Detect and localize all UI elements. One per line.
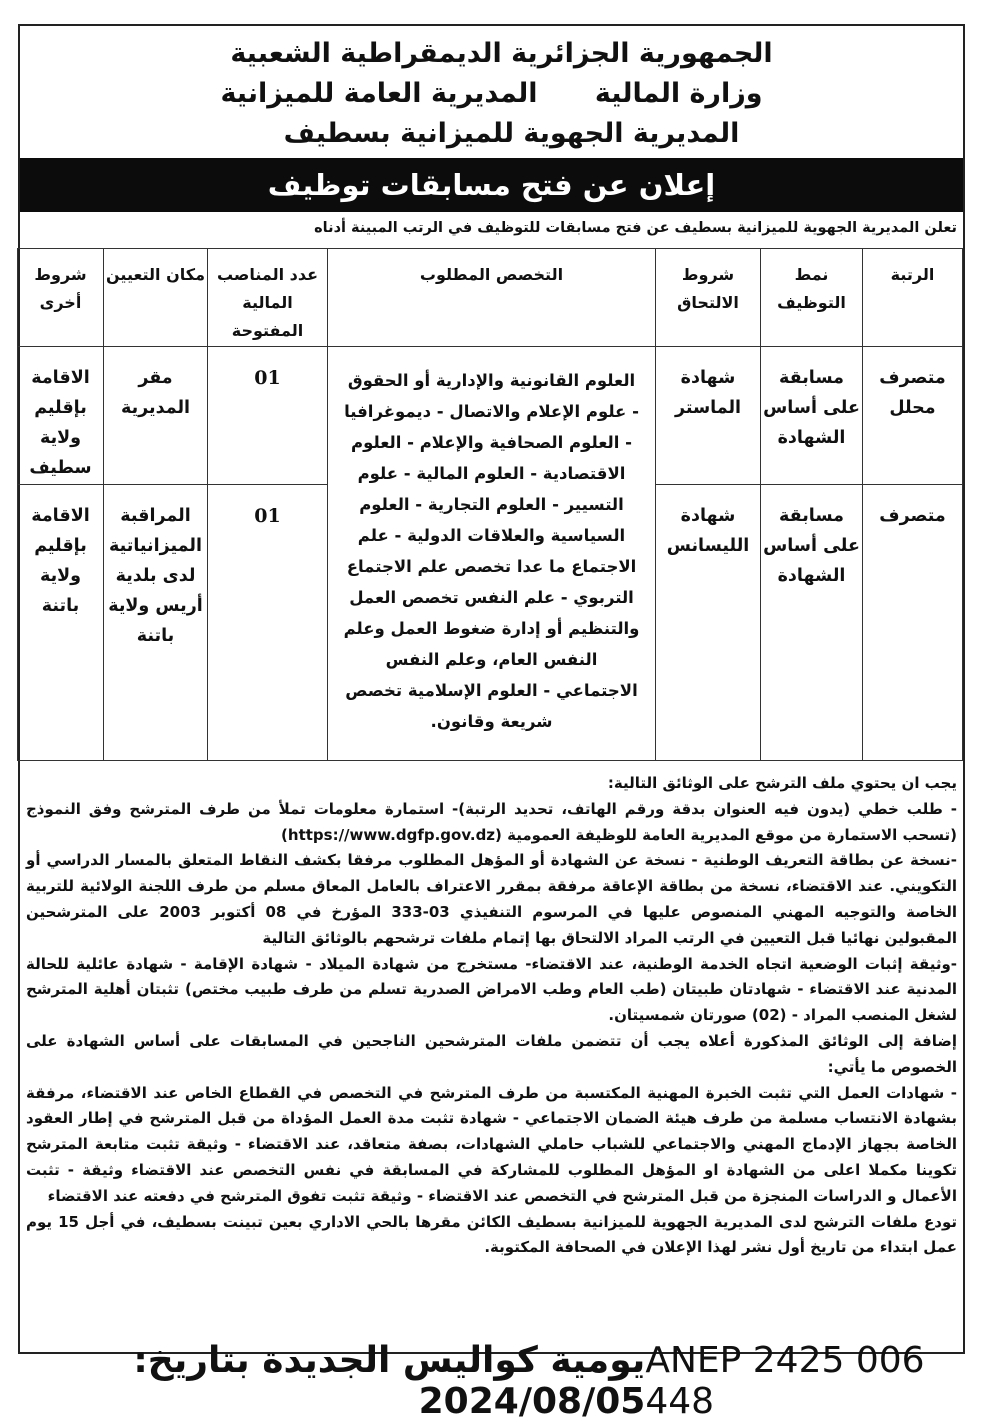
cell-location: مقر المديرية: [104, 347, 208, 485]
paragraph: يجب ان يحتوي ملف الترشح على الوثائق التالية:: [607, 774, 957, 792]
header-mode: نمط التوظيف: [761, 249, 863, 347]
announcement-frame: [18, 24, 965, 1354]
cell-mode: مسابقة على أساس الشهادة: [761, 347, 863, 485]
republic-title: الجمهورية الجزائرية الديمقراطية الشعبية: [230, 38, 773, 69]
paragraph: إضافة إلى الوثائق المذكورة أعلاه يجب أن تتضمن ملفات المترشحين الناجحين في المسابقات على أساس الشهادة على الخصوص ما يأتي:: [26, 1031, 957, 1076]
footer: [18, 1340, 965, 1422]
header-positions: عدد المناصب المالية المفتوحة: [208, 249, 328, 347]
requirements-text: [20, 761, 963, 1261]
ministry-line: [20, 74, 963, 114]
positions-table: [17, 248, 963, 761]
paragraph: -وثيقة إثبات الوضعية اتجاه الخدمة الوطنية، عند الاقتضاء- مستخرج من شهادة الميلاد - شهادة الإقامة - شهادة عائلية للحالة المدنية عند الاقتضاء - شهادتان طبيتان (طب العام وطب الامراض الصدرية تسلم من طرف طبيب مختص) تثبتان أهلية المترشح لشغل المنصب المراد - (02) صورتان شمسيتان.: [26, 954, 957, 1025]
intro-text: تعلن المديرية الجهوية للميزانية بسطيف عن فتح مسابقات للتوظيف في الرتب المبينة أدناه: [314, 220, 957, 236]
cell-conditions: شهادة الماستر: [656, 347, 761, 485]
cell-other: الاقامة بإقليم ولاية سطيف: [18, 347, 104, 485]
publication-date: يومية كواليس الجديدة بتاريخ: 2024/08/05: [133, 1340, 646, 1422]
header-location: مكان التعيين: [104, 249, 208, 347]
table-row: [18, 347, 963, 485]
cell-other: الاقامة بإقليم ولاية باتنة: [18, 485, 104, 761]
cell-rank: متصرف: [863, 485, 963, 761]
directorate-general-name: المديرية العامة للميزانية: [220, 78, 538, 109]
table-header-row: [18, 249, 963, 347]
anep-number: ANEP 2425 006 448: [645, 1340, 925, 1422]
cell-positions: 01: [208, 485, 328, 761]
header-rank: الرتبة: [863, 249, 963, 347]
header: [20, 26, 963, 154]
announcement-banner: إعلان عن فتح مسابقات توظيف: [20, 158, 963, 212]
regional-directorate-name: المديرية الجهوية للميزانية بسطيف: [283, 118, 740, 149]
paragraph: -نسخة عن بطاقة التعريف الوطنية - نسخة عن الشهادة أو المؤهل المطلوب مرفقا بكشف النقاط المتعلق بالمسار الدراسي أو التكويني. عند الاقتضاء، نسخة من بطاقة الإعاقة مرفقة بمقرر الاعتراف بالعامل المعاق مسلم من طرف اللجنة الولائية للتربية الخاصة والتوجيه المهني المنصوص عليها في المرسوم التنفيذي 03-333 المؤرخ في 08 أكتوبر 2003 على المترشحين المقبولين نهائيا قبل التعيين في الرتب المراد الالتحاق بها إتمام ملفات ترشحهم بالوثائق التالية: [26, 851, 957, 947]
paragraph: - شهادات العمل التي تثبت الخبرة المهنية المكتسبة من طرف المترشح في التخصص في القطاع الخاص عند الاقتضاء، مرفقة بشهادة الانتساب مسلمة من طرف هيئة الضمان الاجتماعي - شهادة تثبت مدة العمل المؤداة من قبل المترشح في إطار العقود الخاصة بجهاز الإدماج المهني والاجتماعي للشباب حاملي الشهادات، بصفة متعاقد، عند الاقتضاء - وثيقة تثبت متابعة المترشح تكوينا مكملا اعلى من الشهادة او المؤهل المطلوب للمشاركة في المسابقة في نفس التخصص عند الاقتضاء وثيقة - تثبت الأعمال و الدراسات المنجزة من قبل المترشح في التخصص عند الاقتضاء - وثيقة تثبت تفوق المترشح في دفعته عند الاقتضاء: [26, 1083, 957, 1205]
cell-specialty: العلوم القانونية والإدارية أو الحقوق - علوم الإعلام والاتصال - ديموغرافيا - العلوم الصحافية والإعلام - العلوم الاقتصادية - العلوم المالية - علوم التسيير - العلوم التجارية - العلوم السياسية والعلاقات الدولية - علم الاجتماع ما عدا تخصص علم الاجتماع التربوي - علم النفس تخصص العمل والتنظيم أو إدارة ضغوط العمل وعلم النفس العام، وعلم النفس الاجتماعي - العلوم الإسلامية تخصص شريعة وقانون.: [328, 347, 656, 761]
header-other: شروط أخرى: [18, 249, 104, 347]
paragraph: تودع ملفات الترشح لدى المديرية الجهوية للميزانية بسطيف الكائن مقرها بالحي الاداري بعين تبينت بسطيف، في أجل 15 يوم عمل ابتداء من تاريخ أول نشر لهذا الإعلان في الصحافة المكتوبة.: [26, 1212, 957, 1257]
header-specialty: التخصص المطلوب: [328, 249, 656, 347]
cell-positions: 01: [208, 347, 328, 485]
cell-location: المراقبة الميزانياتية لدى بلدية أريس ولاية باتنة: [104, 485, 208, 761]
ministry-name: وزارة المالية: [594, 78, 763, 109]
cell-mode: مسابقة على أساس الشهادة: [761, 485, 863, 761]
paragraph: - طلب خطي (يدون فيه العنوان بدقة ورقم الهاتف، تحديد الرتبة)- استمارة معلومات تملأ من طرف المترشح وفق النموذج (تسحب الاستمارة من موقع المديرية العامة للوظيفة العمومية (https://www.dgfp.gov.dz): [26, 799, 957, 844]
cell-rank: متصرف محلل: [863, 347, 963, 485]
cell-conditions: شهادة الليسانس: [656, 485, 761, 761]
header-conditions: شروط الالتحاق: [656, 249, 761, 347]
